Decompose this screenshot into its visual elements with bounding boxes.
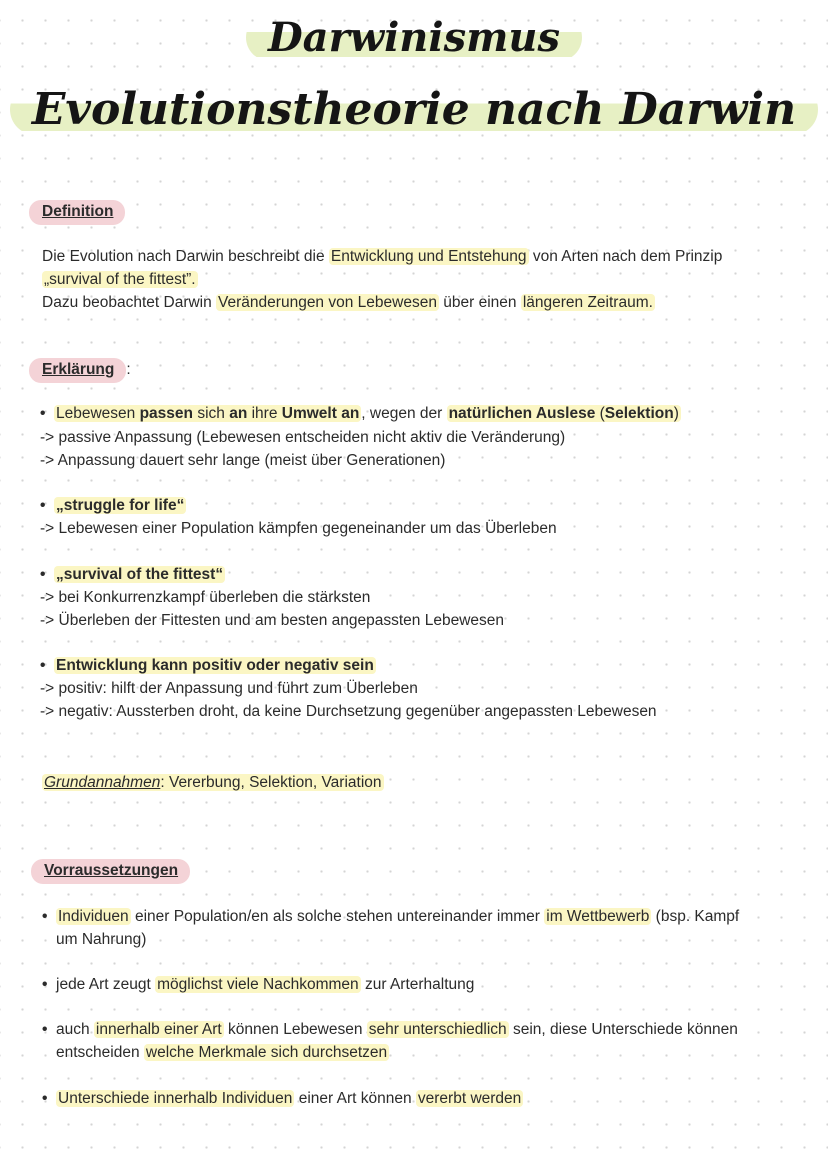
erklaerung-point-1: • Lebewesen passen sich an ihre Umwelt an , wegen der natürlichen Auslese (Selektion) bbox=[40, 405, 679, 422]
definition-line-2: „survival of the fittest”. bbox=[44, 271, 196, 288]
vorraussetzung-2: • jede Art zeugt möglichst viele Nachkommen zur Arterhaltung bbox=[42, 976, 475, 993]
erklaerung-point-2: • „struggle for life“ bbox=[40, 497, 185, 514]
vorraussetzung-4: • Unterschiede innerhalb Individuen einer Art können vererbt werden bbox=[42, 1090, 522, 1107]
grundannahmen-line: Grundannahmen: Vererbung, Selektion, Variation bbox=[44, 774, 382, 791]
erklaerung-point-4: • Entwicklung kann positiv oder negativ sein bbox=[40, 657, 374, 674]
page-title: Darwinismus bbox=[0, 14, 828, 61]
erklaerung-heading-row: Erklärung : bbox=[29, 358, 131, 383]
erklaerung-point-3: • „survival of the fittest“ bbox=[40, 566, 224, 583]
erklaerung-point-3-sub-1: -> bei Konkurrenzkampf überleben die stärksten bbox=[40, 589, 371, 606]
erklaerung-point-1-sub-1: -> passive Anpassung (Lebewesen entscheiden nicht aktiv die Veränderung) bbox=[40, 429, 566, 446]
erklaerung-point-4-sub-1: -> positiv: hilft der Anpassung und führt zum Überleben bbox=[40, 680, 418, 697]
erklaerung-point-4-sub-2: -> negativ: Aussterben droht, da keine Durchsetzung gegenüber angepassten Lebewesen bbox=[40, 703, 657, 720]
definition-line-1: Die Evolution nach Darwin beschreibt die Entwicklung und Entstehung von Arten nach dem Prinzip bbox=[42, 248, 723, 265]
definition-line-3: Dazu beobachtet Darwin Veränderungen von Lebewesen über einen längeren Zeitraum. bbox=[42, 294, 653, 311]
erklaerung-point-2-sub-1: -> Lebewesen einer Population kämpfen gegeneinander um das Überleben bbox=[40, 520, 557, 537]
vorraussetzungen-heading: Vorraussetzungen bbox=[31, 859, 190, 884]
grundannahmen-label: Grundannahmen bbox=[44, 774, 161, 791]
vorraussetzung-1: • Individuen einer Population/en als solche stehen untereinander immer im Wettbewerb (bsp. Kampf bbox=[42, 908, 740, 925]
erklaerung-point-1-sub-2: -> Anpassung dauert sehr lange (meist über Generationen) bbox=[40, 452, 446, 469]
vorraussetzung-1-cont: um Nahrung) bbox=[56, 931, 147, 948]
erklaerung-point-3-sub-2: -> Überleben der Fittesten und am besten angepassten Lebewesen bbox=[40, 612, 505, 629]
vorraussetzung-3-cont: entscheiden welche Merkmale sich durchsetzen bbox=[56, 1044, 388, 1061]
vorraussetzung-3: • auch innerhalb einer Art können Lebewesen sehr unterschiedlich sein, diese Unterschiede können bbox=[42, 1021, 738, 1038]
definition-heading: Definition bbox=[29, 200, 125, 225]
erklaerung-heading: Erklärung bbox=[29, 358, 126, 383]
page-subtitle: Evolutionstheorie nach Darwin bbox=[0, 84, 828, 135]
